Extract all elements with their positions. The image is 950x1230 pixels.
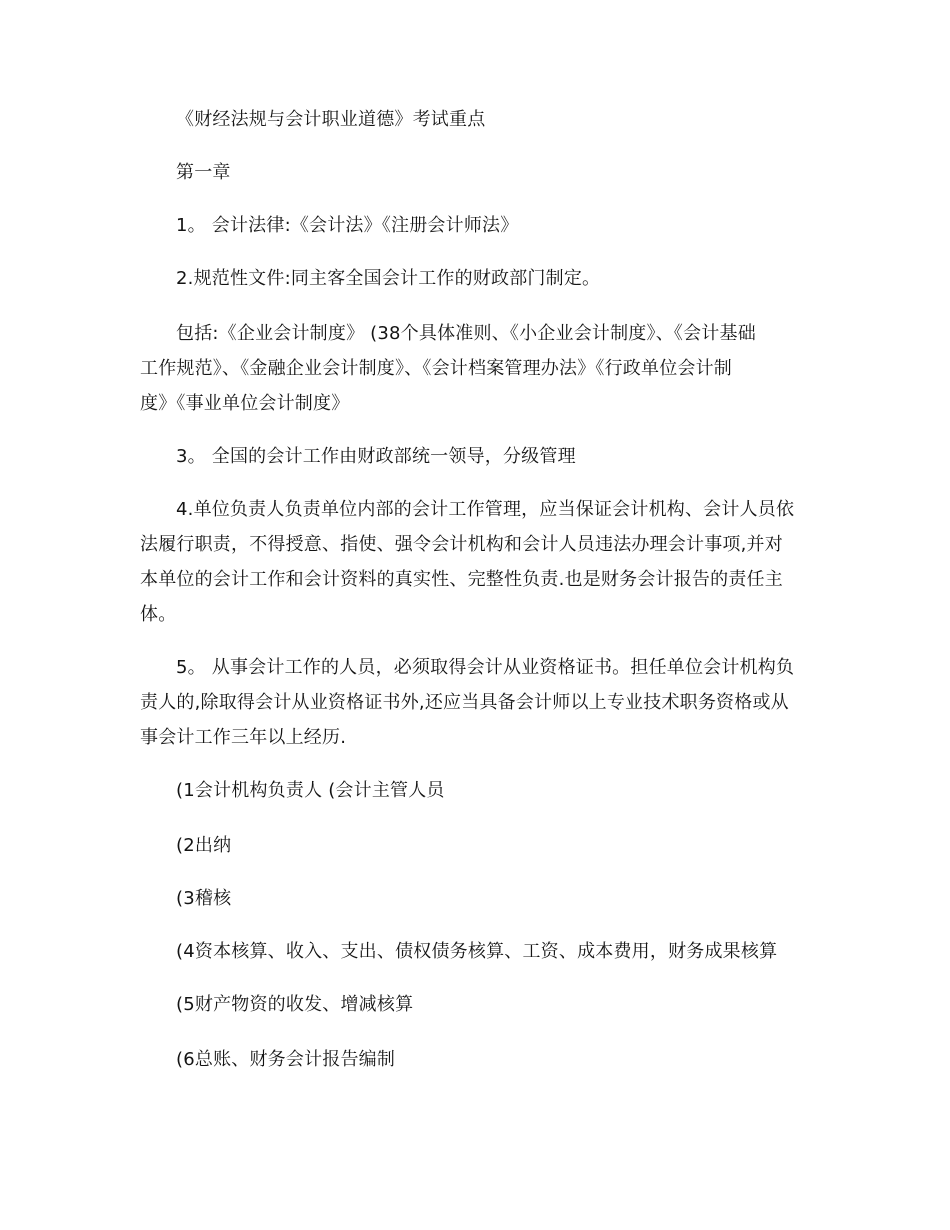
includes-line-2: 工作规范》、《金融企业会计制度》、《会计档案管理办法》《行政单位会计制	[140, 358, 732, 379]
paragraph-item-3: 3。 全国的会计工作由财政部统一领导，分级管理	[176, 446, 576, 467]
paragraph-item-2: 2.规范性文件:同主客全国会计工作的财政部门制定。	[176, 268, 601, 289]
includes-line-1: 包括:《企业会计制度》 (38个具体准则、《小企业会计制度》、《会计基础	[176, 323, 756, 344]
subitem-6: (6总账、财务会计报告编制	[176, 1049, 396, 1070]
subitem-5: (5财产物资的收发、增减核算	[176, 994, 414, 1015]
includes-line-3: 度》《事业单位会计制度》	[140, 393, 350, 414]
item5-line-3: 事会计工作三年以上经历.	[140, 727, 347, 748]
chapter-heading: 第一章	[176, 162, 231, 183]
subitem-1: (1会计机构负责人 (会计主管人员	[176, 780, 445, 801]
subitem-2: (2出纳	[176, 835, 232, 856]
item4-line-1: 4.单位负责人负责单位内部的会计工作管理，应当保证会计机构、会计人员依	[176, 499, 795, 520]
item4-line-2: 法履行职责，不得授意、指使、强令会计机构和会计人员违法办理会计事项,并对	[140, 534, 783, 555]
item4-line-3: 本单位的会计工作和会计资料的真实性、完整性负责.也是财务会计报告的责任主	[140, 569, 783, 590]
item5-line-2: 责人的,除取得会计从业资格证书外,还应当具备会计师以上专业技术职务资格或从	[140, 692, 789, 713]
item4-line-4: 体。	[140, 604, 177, 625]
item5-line-1: 5。 从事会计工作的人员，必须取得会计从业资格证书。担任单位会计机构负	[176, 657, 795, 678]
subitem-3: (3稽核	[176, 888, 232, 909]
paragraph-item-1: 1。 会计法律:《会计法》《注册会计师法》	[176, 215, 519, 236]
document-title: 《财经法规与会计职业道德》考试重点	[176, 109, 486, 130]
subitem-4: (4资本核算、收入、支出、债权债务核算、工资、成本费用，财务成果核算	[176, 941, 778, 962]
